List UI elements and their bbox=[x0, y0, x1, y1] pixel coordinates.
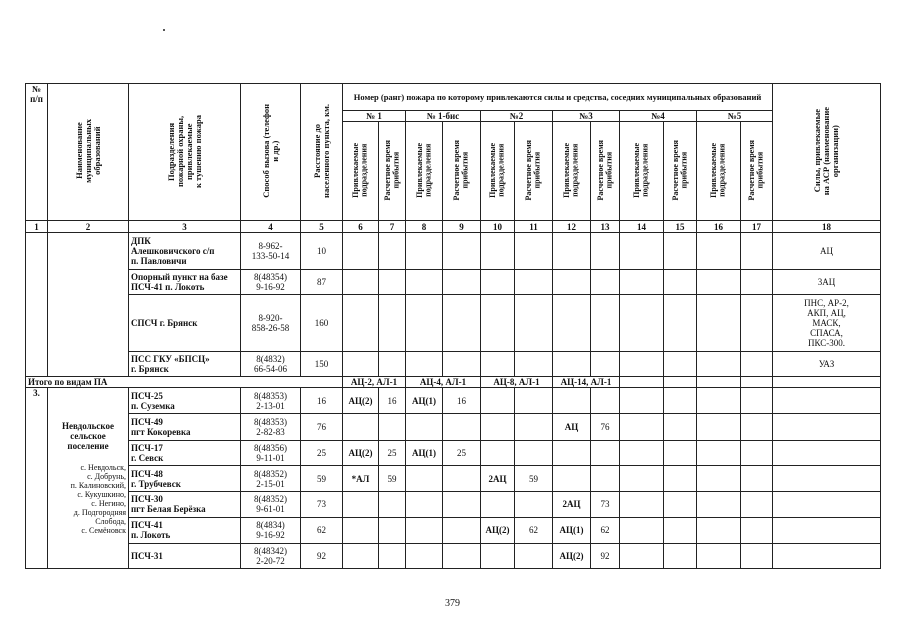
page-number: 379 bbox=[445, 598, 460, 609]
empty-cell bbox=[741, 440, 773, 466]
rank-cell-col-12: АЦ(1) bbox=[553, 517, 591, 544]
rank-cell-col-12: АЦ(2) bbox=[553, 544, 591, 569]
empty-cell bbox=[664, 388, 697, 414]
empty-cell bbox=[741, 232, 773, 269]
column-number: 9 bbox=[443, 221, 481, 232]
call-method-text: 8(48356) 9-11-01 bbox=[254, 443, 287, 464]
rank-cell-col-11 bbox=[515, 388, 553, 414]
empty-cell bbox=[620, 440, 664, 466]
empty-cell bbox=[664, 440, 697, 466]
rank-cell-col-6 bbox=[343, 544, 379, 569]
empty-cell bbox=[741, 466, 773, 492]
unit-name bbox=[129, 466, 241, 492]
table-body bbox=[26, 84, 881, 569]
column-number: 16 bbox=[697, 221, 741, 232]
empty-cell bbox=[741, 414, 773, 441]
asr-forces bbox=[773, 351, 881, 377]
empty-cell bbox=[664, 269, 697, 295]
header-units-text: Привлекаемые подразделения bbox=[488, 142, 506, 198]
empty-cell bbox=[443, 269, 481, 295]
distance: 73 bbox=[301, 491, 343, 517]
empty-cell bbox=[697, 388, 741, 414]
table-row bbox=[26, 517, 881, 544]
fire-forces-table bbox=[25, 83, 881, 569]
header-row-1 bbox=[26, 84, 881, 111]
totals-rank-1: АЦ-2, АЛ-1 bbox=[343, 377, 406, 388]
distance: 59 bbox=[301, 466, 343, 492]
rank-cell-col-10 bbox=[481, 414, 515, 441]
municipality-cell bbox=[48, 388, 129, 569]
empty-cell bbox=[697, 232, 741, 269]
rank-cell-col-11 bbox=[515, 491, 553, 517]
column-number-row bbox=[26, 221, 881, 232]
asr-forces bbox=[773, 269, 881, 295]
empty-cell bbox=[741, 377, 773, 388]
column-number: 17 bbox=[741, 221, 773, 232]
empty-cell bbox=[515, 269, 553, 295]
call-method-text: 8(48353) 2-13-01 bbox=[254, 390, 287, 411]
rank-cell-col-7: 16 bbox=[379, 388, 406, 414]
empty-cell bbox=[343, 295, 379, 351]
distance: 10 bbox=[301, 232, 343, 269]
call-method bbox=[241, 466, 301, 492]
empty-cell bbox=[343, 269, 379, 295]
header-units-text: Привлекаемые подразделения bbox=[351, 142, 369, 198]
header-time-text: Расчетное время прибытия bbox=[524, 139, 542, 201]
rank-cell-col-7 bbox=[379, 414, 406, 441]
rank-cell-col-9 bbox=[443, 414, 481, 441]
rank-cell-col-12 bbox=[553, 440, 591, 466]
call-method bbox=[241, 440, 301, 466]
totals-rank-1bis: АЦ-4, АЛ-1 bbox=[406, 377, 481, 388]
header-time-4 bbox=[664, 121, 697, 220]
call-method bbox=[241, 544, 301, 569]
rank-cell-col-7: 59 bbox=[379, 466, 406, 492]
header-call-method: Способ вызова (телефон и др.) bbox=[241, 84, 301, 221]
rank-cell-col-6 bbox=[343, 414, 379, 441]
unit-name bbox=[129, 414, 241, 441]
header-units-text: Привлекаемые подразделения bbox=[414, 142, 432, 198]
rank-cell-col-8 bbox=[406, 414, 443, 441]
rank-cell-col-9: 25 bbox=[443, 440, 481, 466]
unit-name-text: ПСЧ-31 bbox=[131, 551, 163, 562]
rank-cell-col-8: АЦ(1) bbox=[406, 388, 443, 414]
column-number: 15 bbox=[664, 221, 697, 232]
rank-cell-col-8 bbox=[406, 517, 443, 544]
unit-name-text: ПСЧ-41 п. Локоть bbox=[131, 520, 171, 541]
header-rank-1: № 1 bbox=[343, 110, 406, 121]
asr-forces-text: АЦ bbox=[820, 245, 833, 256]
empty-cell bbox=[591, 269, 620, 295]
empty-cell bbox=[620, 491, 664, 517]
empty-cell bbox=[664, 377, 697, 388]
empty-cell bbox=[773, 544, 881, 569]
header-distance: Расстояние до населенного пункта, км. bbox=[301, 84, 343, 221]
table-row bbox=[26, 295, 881, 351]
table-row bbox=[26, 544, 881, 569]
call-method bbox=[241, 388, 301, 414]
call-method bbox=[241, 351, 301, 377]
rank-cell-col-8: АЦ(1) bbox=[406, 440, 443, 466]
rank-cell-col-12: 2АЦ bbox=[553, 491, 591, 517]
empty-cell bbox=[379, 295, 406, 351]
empty-cell bbox=[620, 517, 664, 544]
unit-name bbox=[129, 351, 241, 377]
empty-cell bbox=[481, 232, 515, 269]
call-method-text: 8(48354) 9-16-92 bbox=[254, 271, 287, 292]
rank-cell-col-11 bbox=[515, 544, 553, 569]
unit-name bbox=[129, 295, 241, 351]
header-units-2 bbox=[481, 121, 515, 220]
empty-cell bbox=[773, 517, 881, 544]
header-units-4 bbox=[620, 121, 664, 220]
rank-cell-col-10 bbox=[481, 388, 515, 414]
unit-name bbox=[129, 544, 241, 569]
column-number: 8 bbox=[406, 221, 443, 232]
call-method-text: 8(48353) 2-82-83 bbox=[254, 416, 287, 437]
empty-cell bbox=[515, 232, 553, 269]
distance: 87 bbox=[301, 269, 343, 295]
rank-cell-col-13 bbox=[591, 388, 620, 414]
unit-name-text: СПСЧ г. Брянск bbox=[131, 317, 198, 328]
scan-speck bbox=[163, 29, 165, 31]
header-num: № п/п bbox=[26, 84, 48, 221]
asr-forces-text: 3АЦ bbox=[817, 276, 836, 287]
header-rank-2: №2 bbox=[481, 110, 553, 121]
rank-cell-col-12 bbox=[553, 388, 591, 414]
header-time-text: Расчетное время прибытия bbox=[452, 139, 470, 201]
header-time-3 bbox=[591, 121, 620, 220]
empty-cell bbox=[620, 544, 664, 569]
empty-cell bbox=[443, 232, 481, 269]
empty-cell bbox=[620, 414, 664, 441]
totals-rank-3: АЦ-14, АЛ-1 bbox=[553, 377, 620, 388]
unit-name bbox=[129, 440, 241, 466]
header-units-text: Привлекаемые подразделения bbox=[709, 142, 727, 198]
column-number: 13 bbox=[591, 221, 620, 232]
table-row bbox=[26, 466, 881, 492]
empty-cell bbox=[773, 388, 881, 414]
header-time-1 bbox=[443, 121, 481, 220]
table-row bbox=[26, 232, 881, 269]
table-row bbox=[26, 440, 881, 466]
rank-cell-col-11: 59 bbox=[515, 466, 553, 492]
rank-cell-col-8 bbox=[406, 466, 443, 492]
unit-name-text: ДПК Алешковичского с/п п. Павловичи bbox=[131, 235, 215, 266]
table-row bbox=[26, 491, 881, 517]
empty-cell bbox=[406, 269, 443, 295]
distance: 25 bbox=[301, 440, 343, 466]
empty-cell bbox=[664, 544, 697, 569]
column-number: 3 bbox=[129, 221, 241, 232]
unit-name-text: ПСЧ-25 п. Суземка bbox=[131, 390, 175, 411]
header-units-text: Привлекаемые подразделения bbox=[562, 142, 580, 198]
rank-cell-col-9 bbox=[443, 517, 481, 544]
empty-cell bbox=[664, 517, 697, 544]
rank-cell-col-7 bbox=[379, 517, 406, 544]
rank-cell-col-6: *АЛ bbox=[343, 466, 379, 492]
unit-name bbox=[129, 232, 241, 269]
distance: 160 bbox=[301, 295, 343, 351]
call-method-text: 8(48352) 9-61-01 bbox=[254, 494, 287, 515]
rank-cell-col-13: 92 bbox=[591, 544, 620, 569]
column-number: 2 bbox=[48, 221, 129, 232]
empty-cell bbox=[773, 440, 881, 466]
unit-name bbox=[129, 491, 241, 517]
empty-cell bbox=[443, 351, 481, 377]
empty-cell bbox=[741, 491, 773, 517]
empty-cell bbox=[515, 351, 553, 377]
rank-cell-col-10 bbox=[481, 544, 515, 569]
unit-name-text: ПСЧ-48 г. Трубчевск bbox=[131, 468, 181, 489]
totals-rank-2: АЦ-8, АЛ-1 bbox=[481, 377, 553, 388]
column-number: 1 bbox=[26, 221, 48, 232]
empty-cell bbox=[741, 351, 773, 377]
header-time-2 bbox=[515, 121, 553, 220]
rank-cell-col-13: 76 bbox=[591, 414, 620, 441]
empty-cell bbox=[553, 232, 591, 269]
table-row bbox=[26, 414, 881, 441]
empty-cell bbox=[664, 466, 697, 492]
rank-cell-col-9 bbox=[443, 491, 481, 517]
call-method-text: 8(4832) 66-54-06 bbox=[254, 353, 287, 374]
empty-cell bbox=[697, 295, 741, 351]
rank-cell-col-7 bbox=[379, 544, 406, 569]
header-time-text: Расчетное время прибытия bbox=[747, 139, 765, 201]
call-method bbox=[241, 414, 301, 441]
rank-cell-col-11 bbox=[515, 414, 553, 441]
call-method bbox=[241, 232, 301, 269]
header-time-text: Расчетное время прибытия bbox=[595, 139, 613, 201]
header-mun-name: Наименование муниципальных образований bbox=[48, 84, 129, 221]
empty-cell bbox=[697, 517, 741, 544]
empty-cell bbox=[553, 269, 591, 295]
rank-cell-col-7 bbox=[379, 491, 406, 517]
rank-cell-col-6: АЦ(2) bbox=[343, 440, 379, 466]
rank-cell-col-9: 16 bbox=[443, 388, 481, 414]
empty-cell bbox=[443, 295, 481, 351]
rank-cell-col-8 bbox=[406, 491, 443, 517]
rank-cell-col-10 bbox=[481, 440, 515, 466]
municipality-settlements: с. Невдольск, с. Добрунь, п. Калиновский, с. Кукушкино, с. Негино, д. Подгородняя Слобода, с. Семёновск bbox=[70, 463, 126, 536]
empty-cell bbox=[697, 414, 741, 441]
rank-cell-col-11 bbox=[515, 440, 553, 466]
unit-name bbox=[129, 388, 241, 414]
rank-cell-col-9 bbox=[443, 466, 481, 492]
totals-label: Итого по видам ПА bbox=[26, 377, 343, 388]
call-method-text: 8(48352) 2-15-01 bbox=[254, 468, 287, 489]
call-method bbox=[241, 517, 301, 544]
table-row bbox=[26, 351, 881, 377]
header-rank-5: №5 bbox=[697, 110, 773, 121]
empty-cell bbox=[620, 269, 664, 295]
header-units-5 bbox=[697, 121, 741, 220]
empty-cell bbox=[697, 466, 741, 492]
unit-name bbox=[129, 269, 241, 295]
distance: 150 bbox=[301, 351, 343, 377]
empty-cell bbox=[664, 295, 697, 351]
empty-cell bbox=[697, 269, 741, 295]
call-method-text: 8-962- 133-50-14 bbox=[251, 240, 290, 261]
column-number: 7 bbox=[379, 221, 406, 232]
rank-cell-col-10 bbox=[481, 491, 515, 517]
call-method-text: 8(4834) 9-16-92 bbox=[256, 520, 285, 541]
empty-cell bbox=[343, 351, 379, 377]
call-method bbox=[241, 491, 301, 517]
rank-cell-col-8 bbox=[406, 544, 443, 569]
rank-cell-col-13: 73 bbox=[591, 491, 620, 517]
table-row bbox=[26, 388, 881, 414]
empty-cell bbox=[773, 466, 881, 492]
empty-cell bbox=[697, 440, 741, 466]
header-time-text: Расчетное время прибытия bbox=[670, 139, 688, 201]
call-method bbox=[241, 269, 301, 295]
empty-cell bbox=[591, 351, 620, 377]
empty-cell bbox=[406, 295, 443, 351]
rank-cell-col-6 bbox=[343, 491, 379, 517]
empty-cell bbox=[553, 351, 591, 377]
asr-forces bbox=[773, 295, 881, 351]
table-row bbox=[26, 269, 881, 295]
rank-cell-col-13 bbox=[591, 466, 620, 492]
empty-cell bbox=[620, 466, 664, 492]
section-number: 3. bbox=[26, 388, 48, 569]
distance: 92 bbox=[301, 544, 343, 569]
unit-name-text: ПСС ГКУ «БПСЦ» г. Брянск bbox=[131, 353, 210, 374]
header-time-0 bbox=[379, 121, 406, 220]
rank-cell-col-7: 25 bbox=[379, 440, 406, 466]
rank-cell-col-6 bbox=[343, 517, 379, 544]
distance: 16 bbox=[301, 388, 343, 414]
unit-name-text: Опорный пункт на базе ПСЧ-41 п. Локоть bbox=[131, 271, 228, 292]
empty-cell bbox=[664, 414, 697, 441]
empty-cell bbox=[515, 295, 553, 351]
header-units-0 bbox=[343, 121, 379, 220]
empty-cell bbox=[697, 491, 741, 517]
column-number: 4 bbox=[241, 221, 301, 232]
rank-cell-col-12: АЦ bbox=[553, 414, 591, 441]
rank-cell-col-9 bbox=[443, 544, 481, 569]
empty-cell bbox=[664, 491, 697, 517]
column-number: 5 bbox=[301, 221, 343, 232]
empty-cell bbox=[379, 269, 406, 295]
header-rank-group: Номер (ранг) пожара по которому привлекаются силы и средства, соседних муниципальных образований bbox=[343, 84, 773, 111]
empty-cell bbox=[481, 269, 515, 295]
header-units-text: Привлекаемые подразделения bbox=[632, 142, 650, 198]
row-num bbox=[26, 232, 48, 377]
call-method bbox=[241, 295, 301, 351]
empty-cell bbox=[773, 491, 881, 517]
empty-cell bbox=[481, 351, 515, 377]
rank-cell-col-10: 2АЦ bbox=[481, 466, 515, 492]
empty-cell bbox=[664, 351, 697, 377]
empty-cell bbox=[553, 295, 591, 351]
empty-cell bbox=[697, 351, 741, 377]
mun-name bbox=[48, 232, 129, 377]
distance: 76 bbox=[301, 414, 343, 441]
empty-cell bbox=[620, 377, 664, 388]
rank-cell-col-13: 62 bbox=[591, 517, 620, 544]
header-asr: Силы, привлекаемые на АСР (наименование организации) bbox=[773, 84, 881, 221]
unit-name-text: ПСЧ-49 пгт Кокоревка bbox=[131, 416, 191, 437]
empty-cell bbox=[620, 351, 664, 377]
rank-cell-col-12 bbox=[553, 466, 591, 492]
unit-name bbox=[129, 517, 241, 544]
call-method-text: 8(48342) 2-20-72 bbox=[254, 546, 287, 567]
empty-cell bbox=[697, 377, 741, 388]
totals-row bbox=[26, 377, 881, 388]
empty-cell bbox=[664, 232, 697, 269]
rank-cell-col-6: АЦ(2) bbox=[343, 388, 379, 414]
header-rank-1bis: № 1-бис bbox=[406, 110, 481, 121]
header-rank-4: №4 bbox=[620, 110, 697, 121]
asr-forces-text: ПНС, АР-2, АКП, АЦ, МАСК, СПАСА, ПКС-300. bbox=[804, 297, 849, 348]
empty-cell bbox=[741, 388, 773, 414]
empty-cell bbox=[620, 295, 664, 351]
rank-cell-col-13 bbox=[591, 440, 620, 466]
empty-cell bbox=[379, 351, 406, 377]
empty-cell bbox=[379, 232, 406, 269]
header-units-3 bbox=[553, 121, 591, 220]
asr-forces bbox=[773, 232, 881, 269]
header-time-text: Расчетное время прибытия bbox=[382, 139, 400, 201]
column-number: 18 bbox=[773, 221, 881, 232]
empty-cell bbox=[591, 295, 620, 351]
empty-cell bbox=[741, 295, 773, 351]
distance: 62 bbox=[301, 517, 343, 544]
header-time-5 bbox=[741, 121, 773, 220]
empty-cell bbox=[343, 232, 379, 269]
header-unit-name: Подразделения пожарной охраны, привлекаемые к тушению пожара bbox=[129, 84, 241, 221]
header-rank-3: №3 bbox=[553, 110, 620, 121]
empty-cell bbox=[481, 295, 515, 351]
empty-cell bbox=[406, 351, 443, 377]
call-method-text: 8-920- 858-26-58 bbox=[251, 312, 290, 333]
column-number: 6 bbox=[343, 221, 379, 232]
asr-forces-text: УАЗ bbox=[818, 358, 835, 369]
column-number: 11 bbox=[515, 221, 553, 232]
empty-cell bbox=[773, 377, 881, 388]
empty-cell bbox=[741, 517, 773, 544]
empty-cell bbox=[620, 388, 664, 414]
empty-cell bbox=[773, 414, 881, 441]
empty-cell bbox=[741, 269, 773, 295]
column-number: 12 bbox=[553, 221, 591, 232]
column-number: 14 bbox=[620, 221, 664, 232]
column-number: 10 bbox=[481, 221, 515, 232]
municipality-title: Невдольское сельское поселение bbox=[62, 421, 114, 452]
unit-name-text: ПСЧ-17 г. Севск bbox=[131, 443, 164, 464]
empty-cell bbox=[741, 544, 773, 569]
unit-name-text: ПСЧ-30 пгт Белая Берёзка bbox=[131, 494, 206, 515]
rank-cell-col-11: 62 bbox=[515, 517, 553, 544]
empty-cell bbox=[406, 232, 443, 269]
header-units-1 bbox=[406, 121, 443, 220]
rank-cell-col-10: АЦ(2) bbox=[481, 517, 515, 544]
empty-cell bbox=[697, 544, 741, 569]
empty-cell bbox=[591, 232, 620, 269]
empty-cell bbox=[620, 232, 664, 269]
